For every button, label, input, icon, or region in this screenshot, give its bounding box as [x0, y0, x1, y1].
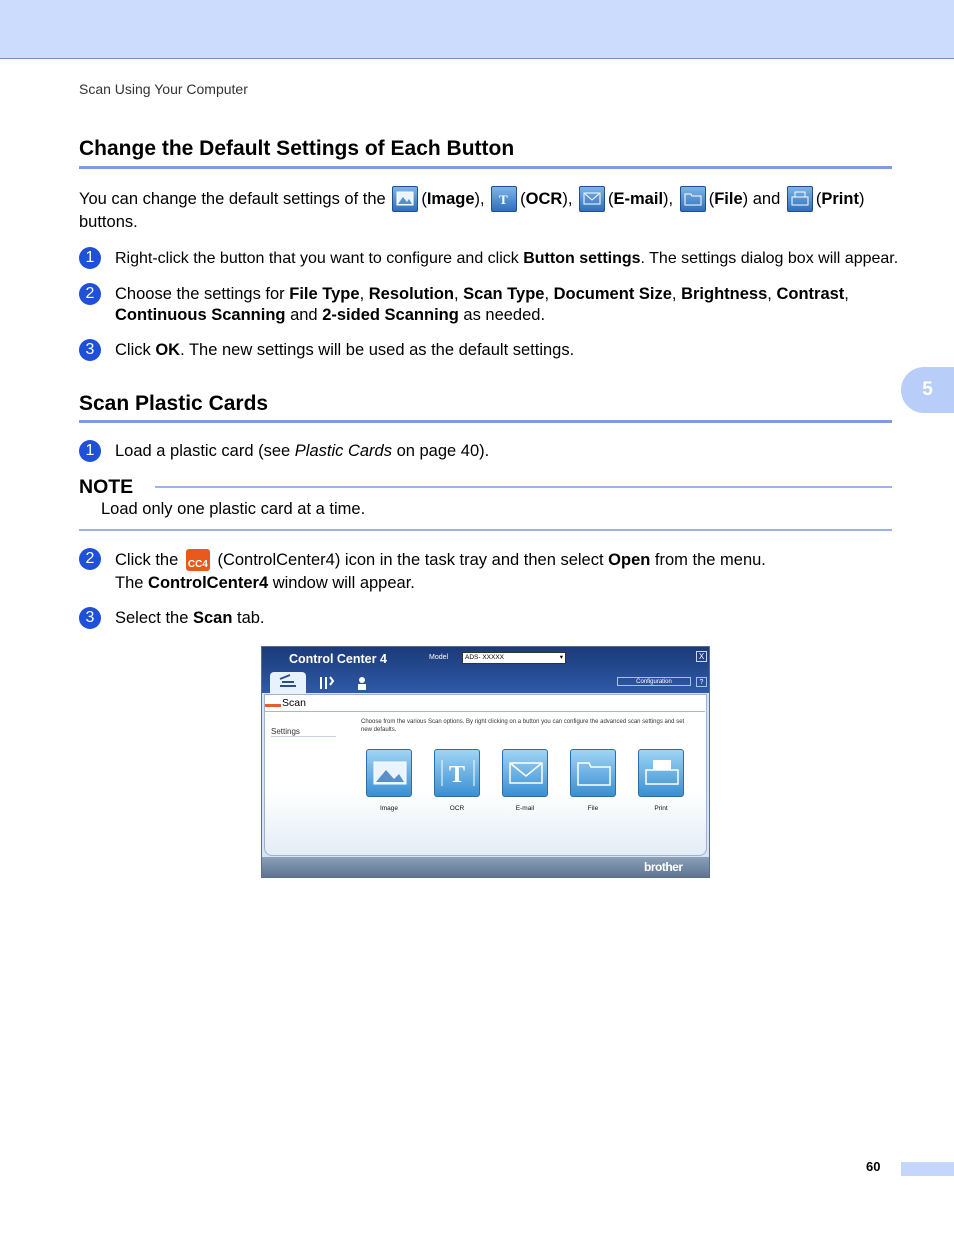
- step-number: 1: [79, 440, 101, 462]
- section-title-default-settings: Change the Default Settings of Each Button: [79, 137, 515, 160]
- step-text: Right-click the button that you want to configure and click Button settings. The settings dialog box will appear.: [115, 250, 899, 267]
- model-select[interactable]: ADS- XXXXX ▾: [462, 652, 566, 664]
- file-button-label: File: [587, 805, 599, 812]
- file-label: File: [714, 190, 743, 208]
- scanner-icon: [270, 672, 306, 694]
- scan-tab-label: Scan: [282, 697, 306, 709]
- scan-file-button[interactable]: [570, 749, 616, 797]
- divider: [271, 736, 336, 737]
- page-number-bar: [901, 1162, 954, 1176]
- printer-icon: [644, 758, 680, 788]
- person-icon: [352, 672, 372, 694]
- section-rule: [79, 420, 892, 423]
- page-number: 60: [866, 1159, 881, 1174]
- note-bottom-rule: [79, 529, 892, 531]
- controlcenter4-tray-icon: CC4: [186, 549, 210, 571]
- cross-reference-link[interactable]: Plastic Cards: [294, 442, 392, 460]
- svg-text:T: T: [449, 762, 466, 788]
- note-title: NOTE: [79, 476, 134, 498]
- close-button[interactable]: X: [696, 651, 707, 662]
- note-top-rule: [155, 486, 892, 488]
- tab-scan[interactable]: [270, 672, 306, 694]
- ocr-button-label: OCR: [449, 805, 465, 812]
- intro-paragraph: You can change the default settings of the (Image), T (OCR), (E-mail), (File) and (Print): [79, 186, 864, 212]
- window-footer: [262, 857, 709, 877]
- settings-label: Settings: [271, 727, 300, 736]
- print-button-label: Print: [654, 805, 668, 812]
- scan-image-button[interactable]: [366, 749, 412, 797]
- scan-print-button[interactable]: [638, 749, 684, 797]
- section-rule: [79, 166, 892, 169]
- scan-description: Choose from the various Scan options. By right clicking on a button you can configure the advanced scan settings and set new defaults.: [361, 719, 685, 733]
- step-number: 3: [79, 607, 101, 629]
- tools-icon: [316, 672, 338, 694]
- window-title: Control Center 4: [289, 652, 387, 666]
- step-number: 2: [79, 283, 101, 305]
- tab-support[interactable]: [352, 672, 372, 694]
- step-text: Choose the settings for File Type, Resolution, Scan Type, Document Size, Brightness, Contrast, Continuous Scanning and 2-sided Scanning as needed.: [115, 285, 849, 324]
- scan-email-button[interactable]: [502, 749, 548, 797]
- brother-logo: brother: [644, 860, 683, 874]
- ocr-button-icon: [491, 186, 517, 212]
- print-button-icon: [787, 186, 813, 212]
- image-icon: [372, 758, 408, 788]
- step-text: Load a plastic card (see Plastic Cards on page 40).: [115, 442, 490, 460]
- help-button[interactable]: ?: [696, 677, 707, 687]
- controlcenter4-window-screenshot: [261, 646, 710, 878]
- envelope-icon: [508, 758, 544, 788]
- scan-ocr-button[interactable]: [434, 749, 480, 797]
- section-title-plastic-cards: Scan Plastic Cards: [79, 392, 269, 415]
- file-button-icon: [680, 186, 706, 212]
- image-button-icon: [392, 186, 418, 212]
- email-button-label: E-mail: [515, 805, 535, 812]
- folder-icon: [576, 758, 612, 788]
- image-label: Image: [426, 190, 475, 208]
- ocr-icon: [440, 758, 476, 788]
- svg-text:T: T: [499, 192, 508, 207]
- step-text: Click the CC4 (ControlCenter4) icon in the task tray and then select Open from the menu. The ControlCenter4 window will appear.: [115, 551, 766, 592]
- step-text: Click OK. The new settings will be used as the default settings.: [115, 341, 575, 359]
- intro-suffix: buttons.: [79, 213, 138, 231]
- top-header-band: [0, 0, 954, 59]
- chevron-down-icon: ▾: [559, 654, 563, 661]
- scan-tab-marker: [265, 704, 281, 707]
- print-label: Print: [821, 190, 859, 208]
- running-header: Scan Using Your Computer: [79, 81, 248, 97]
- chapter-side-tab: 5: [901, 367, 954, 413]
- email-button-icon: [579, 186, 605, 212]
- model-label: Model: [429, 654, 449, 661]
- image-button-label: Image: [379, 805, 399, 812]
- step-text: Select the Scan tab.: [115, 609, 265, 627]
- step-number: 3: [79, 339, 101, 361]
- step-number: 1: [79, 247, 101, 269]
- email-label: E-mail: [613, 190, 664, 208]
- configuration-button[interactable]: Configuration: [617, 677, 691, 686]
- tab-device-settings[interactable]: [316, 672, 338, 694]
- intro-text: You can change the default settings of the: [79, 190, 386, 208]
- divider: [265, 711, 705, 712]
- note-text: Load only one plastic card at a time.: [101, 500, 366, 518]
- ocr-label: OCR: [525, 190, 563, 208]
- step-number: 2: [79, 548, 101, 570]
